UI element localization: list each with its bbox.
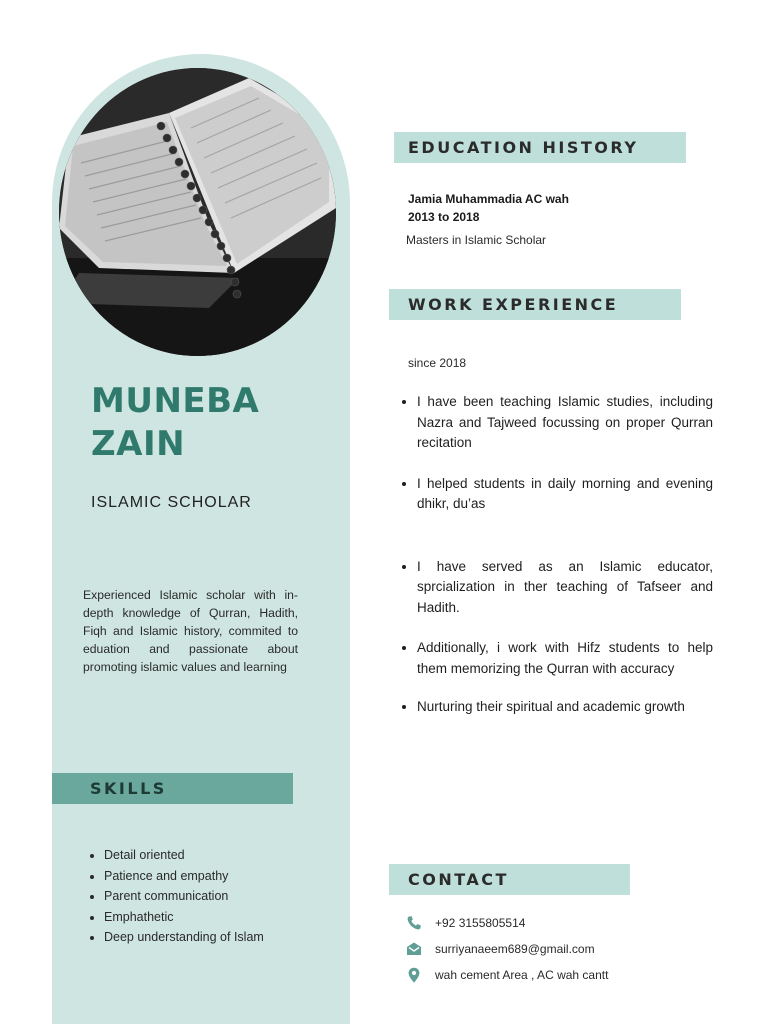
work-item: • I have served as an Islamic educator, sprcialization in ther teaching of Tafseer and Hadith.	[417, 557, 713, 619]
profile-summary: Experienced Islamic scholar with in-depth knowledge of Qurran, Hadith, Fiqh and Islamic history, commited to eduation and passionate about promoting islamic values and learning	[83, 588, 298, 674]
skills-heading: SKILLS	[90, 779, 167, 798]
work-heading-bar	[389, 289, 681, 320]
contact-phone[interactable]: +92 3155805514	[435, 916, 526, 930]
work-since: since 2018	[408, 356, 467, 370]
contact-address-row	[406, 967, 608, 983]
education-degree: Masters in Islamic Scholar	[406, 233, 547, 247]
contact-email-row	[406, 941, 595, 957]
skill-item: • Patience and empathy	[104, 866, 264, 887]
education-entry	[408, 190, 569, 226]
job-title: ISLAMIC SCHOLAR	[91, 494, 252, 511]
skills-list	[86, 845, 264, 948]
work-item: • I helped students in daily morning and evening dhikr, du’as	[417, 474, 713, 515]
education-years: 2013 to 2018	[408, 210, 480, 224]
work-list	[400, 392, 713, 718]
work-item: • I have been teaching Islamic studies, including Nazra and Tajweed focussing on proper Qurran recitation	[417, 392, 713, 454]
contact-heading: CONTACT	[408, 870, 509, 889]
location-pin-icon	[406, 967, 422, 983]
contact-address: wah cement Area , AC wah cantt	[435, 968, 609, 982]
education-heading: EDUCATION HISTORY	[408, 138, 639, 157]
phone-icon	[406, 915, 422, 931]
person-name	[91, 380, 259, 466]
envelope-icon	[406, 941, 422, 957]
skill-item: • Deep understanding of Islam	[104, 927, 264, 948]
skill-item: • Detail oriented	[104, 845, 264, 866]
skills-heading-bar	[52, 773, 293, 804]
contact-heading-bar	[389, 864, 630, 895]
contact-email[interactable]: surriyanaeem689@gmail.com	[435, 942, 595, 956]
work-item: • Additionally, i work with Hifz students to help them memorizing the Qurran with accuracy	[417, 638, 713, 679]
last-name: ZAIN	[91, 424, 186, 464]
profile-photo	[59, 68, 336, 356]
work-item: • Nurturing their spiritual and academic growth	[417, 697, 713, 718]
first-name: MUNEBA	[91, 381, 260, 421]
skill-item: • Emphathetic	[104, 907, 264, 928]
contact-phone-row	[406, 915, 525, 931]
skill-item: • Parent communication	[104, 886, 264, 907]
education-school: Jamia Muhammadia AC wah	[408, 192, 569, 206]
education-heading-bar	[394, 132, 686, 163]
work-heading: WORK EXPERIENCE	[408, 295, 619, 314]
